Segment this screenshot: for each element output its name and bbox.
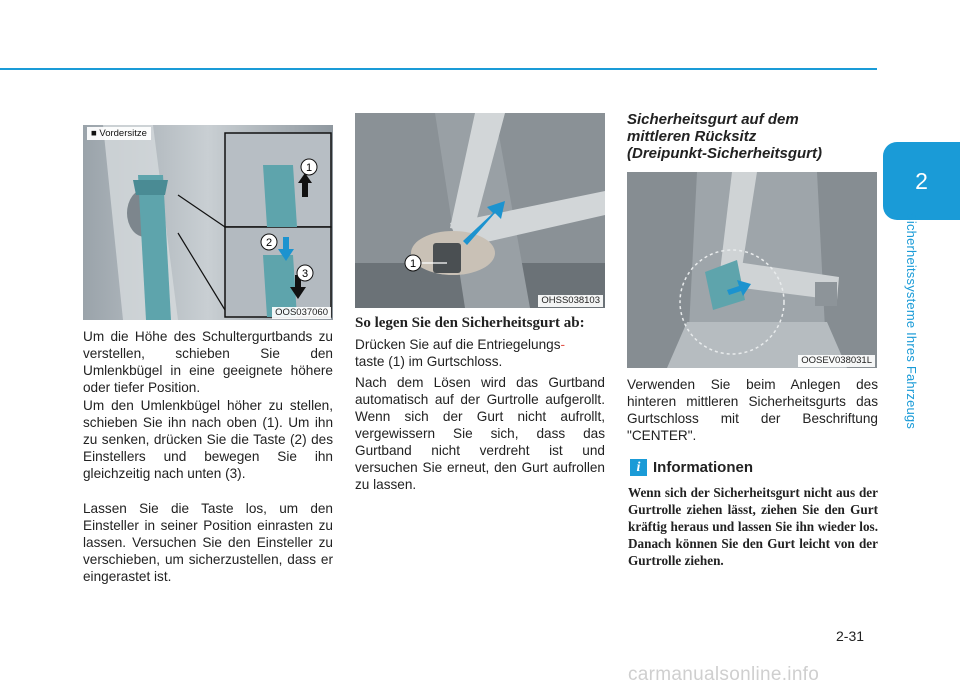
col1-paragraph-3: Lassen Sie die Taste los, um den Einsteller in seiner Position einrasten zu lassen. Versuchen Sie den Einsteller zu verschieben, um sicherzustellen, dass er eingerastet ist. — [83, 501, 333, 584]
col2-paragraph-2: Nach dem Lösen wird das Gurtband automatisch auf der Gurtrolle aufgerollt. Wenn sich der Gurt nicht aufrollt, vergewissern Sie sich, dass das Gurtband nicht verdreht ist und versuchen Sie erneut, den Gurt aufrollen zu lassen. — [355, 375, 605, 492]
center-belt-heading-line-2: mittleren Rücksitz — [627, 128, 757, 145]
figure-height-adjuster — [83, 125, 333, 320]
center-belt-heading-line-1: Sicherheitsgurt auf dem — [627, 111, 799, 128]
col2-p1-end: taste (1) im Gurtschloss. — [355, 354, 503, 369]
release-heading: So legen Sie den Sicherheitsgurt ab: — [355, 315, 585, 331]
col3-paragraph-1: Verwenden Sie beim Anlegen des hinteren mittleren Sicherheitsgurts das Gurtschloss mit der Beschriftung "CENTER". — [627, 377, 878, 443]
figure-caption: ■ Vordersitze — [87, 127, 151, 140]
figure-code: OOS037060 — [272, 307, 331, 319]
figure-release-belt — [355, 113, 605, 308]
chapter-tab — [883, 142, 960, 220]
col1-paragraph-2: Um den Umlenkbügel höher zu stellen, schieben Sie ihn nach oben (1). Um ihn zu senken, drücken Sie die Taste (2) des Einstellers und bewegen Sie ihn gleichzeitig nach unten (3). — [83, 398, 333, 481]
watermark: carmanualsonline.info — [628, 664, 820, 685]
info-title: Informationen — [653, 459, 753, 476]
callout-1: 1 — [409, 258, 417, 270]
chapter-number: 2 — [915, 168, 928, 194]
header-rule — [0, 68, 877, 70]
col2-p1-start: Drücken Sie auf die Entriegelungs — [355, 337, 561, 352]
info-text: Wenn sich der Sicherheitsgurt nicht aus der Gurtrolle ziehen lässt, ziehen Sie den Gurt kräftig heraus und lassen Sie ihn wieder los. Danach können Sie den Gurt leicht von der Gurtrolle ziehen. — [628, 485, 878, 568]
info-icon: i — [630, 459, 647, 476]
col1-paragraph-1: Um die Höhe des Schultergurtbands zu verstellen, schieben Sie den Umlenkbügel in eine geeignete höhere oder tiefer Position. — [83, 329, 333, 395]
figure-center-seat-belt — [627, 172, 877, 368]
center-seat-belt-illustration — [627, 172, 877, 368]
figure-code: OOSEV038031L — [798, 355, 875, 367]
callout-3: 3 — [301, 268, 309, 280]
center-belt-heading — [627, 111, 877, 162]
page-number: 2-31 — [836, 628, 865, 644]
callout-2: 2 — [265, 237, 273, 249]
height-adjuster-illustration — [83, 125, 333, 320]
callout-1: 1 — [305, 162, 313, 174]
release-belt-illustration — [355, 113, 605, 308]
col2-paragraph-1 — [355, 336, 605, 370]
col2-p1-hyphen: - — [560, 337, 566, 352]
center-belt-heading-line-3: (Dreipunkt-Sicherheitsgurt) — [627, 145, 823, 162]
figure-code: OHSS038103 — [538, 295, 603, 307]
chapter-title: Sicherheitssysteme Ihres Fahrzeugs — [904, 212, 919, 430]
